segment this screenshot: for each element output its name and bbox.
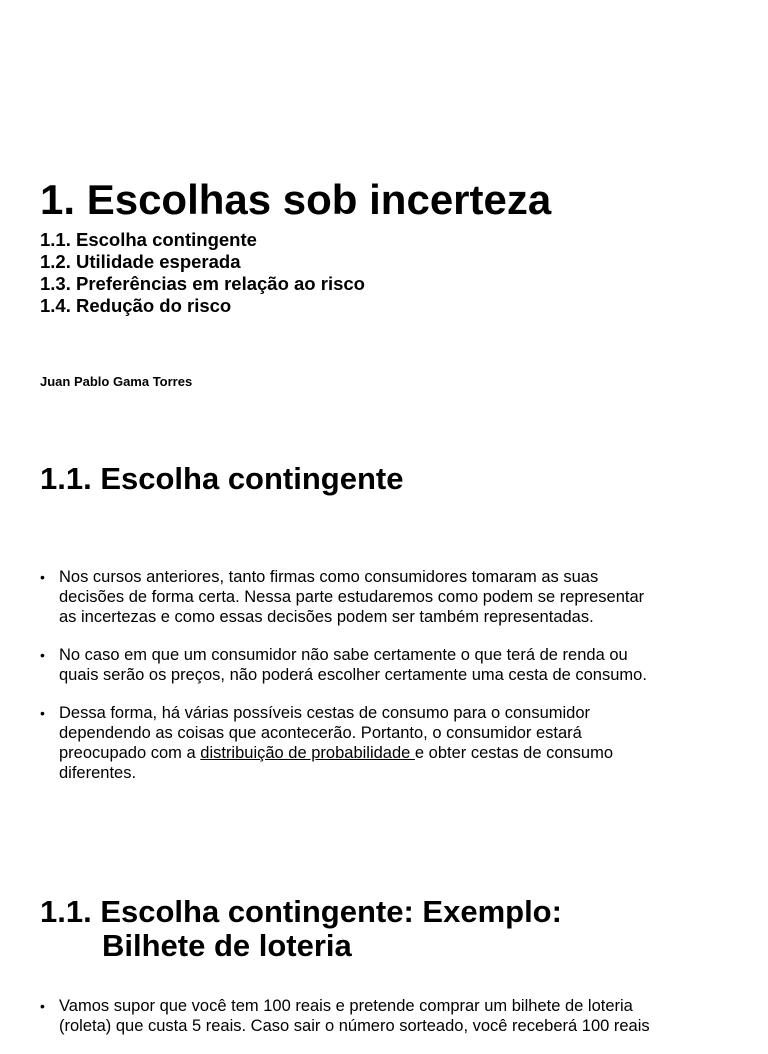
- bullet-line: No caso em que um consumidor não sabe certamente o que terá de renda ou: [59, 646, 628, 664]
- toc-item: 1.2. Utilidade esperada: [40, 251, 241, 272]
- toc-item: 1.4. Redução do risco: [40, 295, 232, 316]
- bullet-list: [40, 996, 740, 1054]
- bullet-icon: •: [40, 705, 45, 721]
- toc-item: 1.1. Escolha contingente: [40, 229, 257, 250]
- bullet-line: Nos cursos anteriores, tanto firmas como consumidores tomaram as suas: [59, 568, 599, 586]
- bullet-list: [40, 567, 740, 801]
- section-title-line: Bilhete de loteria: [102, 928, 352, 963]
- bullet-line: diferentes.: [59, 764, 137, 782]
- bullet-item: [40, 996, 740, 1036]
- bullet-text: e obter cestas de consumo: [414, 744, 614, 762]
- bullet-icon: •: [40, 647, 45, 663]
- section-title: [40, 895, 562, 963]
- bullet-icon: •: [40, 569, 45, 585]
- toc-item: 1.3. Preferências em relação ao risco: [40, 273, 365, 294]
- bullet-line: [59, 743, 740, 763]
- section-title-line: 1.1. Escolha contingente: Exemplo:: [40, 894, 562, 929]
- bullet-item: [40, 703, 740, 783]
- bullet-item: [40, 645, 740, 685]
- bullet-line: Vamos supor que você tem 100 reais e pretende comprar um bilhete de loteria: [59, 997, 633, 1015]
- bullet-item: [40, 567, 740, 627]
- main-title: 1. Escolhas sob incerteza: [40, 176, 552, 223]
- bullet-line: as incertezas e como essas decisões podem ser também representadas.: [59, 608, 594, 626]
- table-of-contents: [40, 229, 365, 317]
- bullet-line: quais serão os preços, não poderá escolher certamente uma cesta de consumo.: [59, 666, 647, 684]
- bullet-line: (roleta) que custa 5 reais. Caso sair o número sorteado, você receberá 100 reais: [59, 1017, 650, 1035]
- bullet-line: decisões de forma certa. Nessa parte estudaremos como podem se representar: [59, 588, 645, 606]
- section-title: 1.1. Escolha contingente: [40, 461, 404, 496]
- bullet-line: dependendo as coisas que acontecerão. Portanto, o consumidor estará: [59, 724, 582, 742]
- bullet-line: Dessa forma, há várias possíveis cestas de consumo para o consumidor: [59, 704, 590, 722]
- bullet-text: preocupado com a: [59, 744, 201, 762]
- bullet-icon: •: [40, 998, 45, 1014]
- probability-distribution-link[interactable]: distribuição de probabilidade: [200, 744, 415, 762]
- author-name: Juan Pablo Gama Torres: [40, 374, 193, 389]
